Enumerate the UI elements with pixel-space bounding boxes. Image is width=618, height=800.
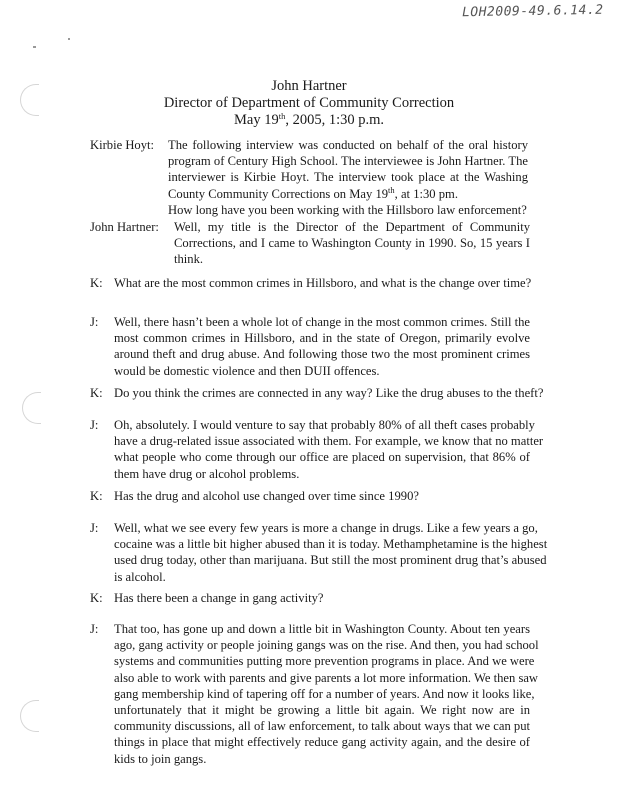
entry-text: Do you think the crimes are connected in any way? Like the drug abuses to the theft? [114,386,544,400]
speaker-label: J: [90,622,99,636]
speaker-label: J: [90,521,99,535]
entry-text: Has there been a change in gang activity? [114,591,324,605]
entry-text: Well, what we see every few years is more a change in drugs. Like a few years a go, cocaine was a little bit higher abused than it is today. Methamphetamine is the highest used drug today, other than marijuana. But still the most prominent drug that’s abused is alcohol. [114,521,548,584]
entry-text: That too, has gone up and down a little bit in Washington County. About ten years ago, gang activity or people joining gangs was on the rise. And then, you had school systems and communities putting more prevention programs in place. And we were also able to work with parents and give parents a lot more information. We then saw gang membership kind of tapering off for a number of years. And now it looks like, unfortunately that it might be growing a little bit again. We right now are in community discussions, all of law enforcement, to talk about ways that we can put things in place that might effectively reduce gang activity again, and the desire of kids to join gangs. [114,622,539,766]
interviewee-name: John Hartner [271,78,347,94]
entry-text: The following interview was conducted on behalf of the oral history program of Century High School. The interviewee is John Hartner. The interviewer is Kirbie Hoyt. The interview took place at the Washing County Community Corrections on May 19th, at 1:30 pm. How long have you been working with the Hillsboro law enforcement? [168,138,528,217]
speaker-label: John Hartner: [90,220,159,234]
scan-speck [68,38,70,40]
interview-date: May 19th, 2005, 1:30 p.m. [233,111,385,128]
speaker-label: K: [90,276,103,290]
scan-speck [33,46,36,48]
punch-hole-mark [20,700,39,732]
punch-hole-mark [22,392,41,424]
speaker-label: J: [90,315,99,329]
speaker-label: K: [90,489,103,503]
document-header [0,78,618,129]
entry-text: Well, there hasn’t been a whole lot of change in the most common crimes. Still the most common crimes in Hillsboro, and in the state of Oregon, primarily evolve around theft and drug abuse. And following those two the most prominent crimes would be domestic violence and then DUII offences. [114,315,530,378]
speaker-label: J: [90,418,99,432]
entry-text: What are the most common crimes in Hillsboro, and what is the change over time? [114,276,532,290]
interviewee-title: Director of Department of Community Correction [163,95,455,111]
speaker-label: K: [90,386,103,400]
accession-number: LOH2009-49.6.14.2 [461,2,604,21]
entry-text: Well, my title is the Director of the Department of Community Corrections, and I came to Washington County in 1990. So, 15 years I think. [174,220,530,267]
speaker-label: K: [90,591,103,605]
entry-text: Oh, absolutely. I would venture to say that probably 80% of all theft cases probably have a drug-related issue associated with them. For example, we know that no matter what people who come through our office are placed on supervision, that 86% of them have drug or alcohol problems. [114,418,544,481]
entry-text: Has the drug and alcohol use changed over time since 1990? [114,489,419,503]
speaker-label: Kirbie Hoyt: [90,138,155,152]
